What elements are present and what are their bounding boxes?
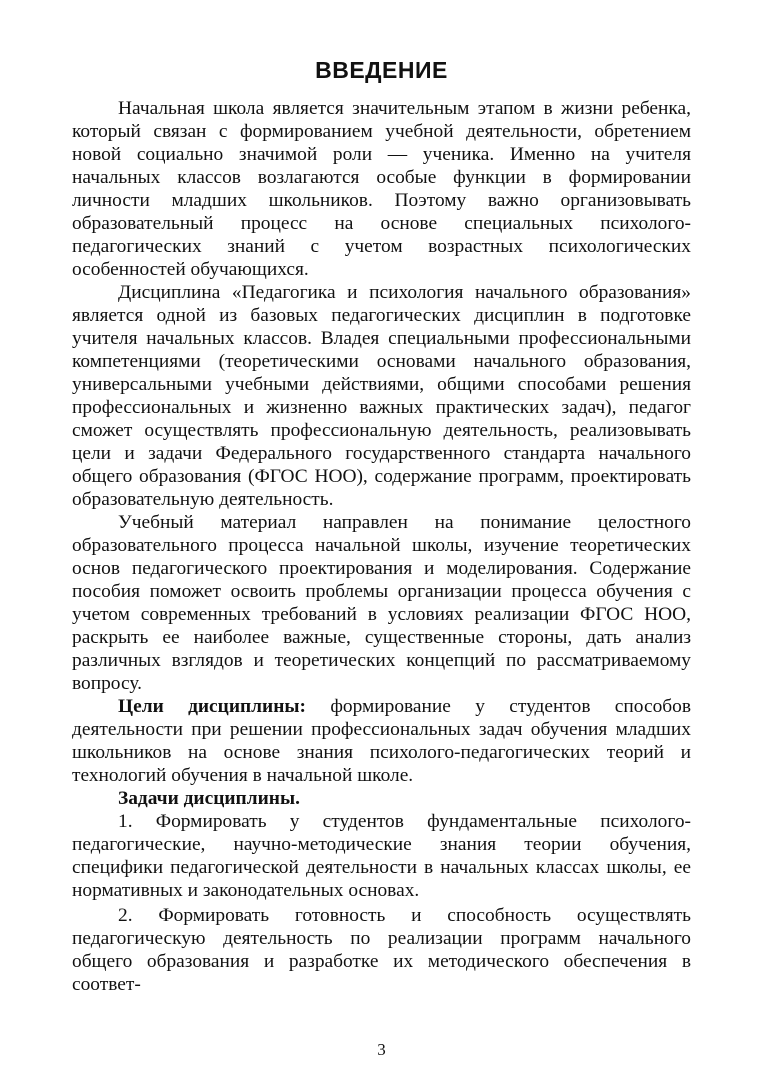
document-page <box>72 0 691 1079</box>
paragraph-intro: Начальная школа является значительным этапом в жизни ребенка, который связан с формированием учебной деятельности, обретением новой социально значимой роли — ученика. Именно на учителя начальных классов возлагаются особые функции в формировании личности младших школьников. Поэтому важно организовывать образовательный процесс на основе специальных психолого-педагогических знаний с учетом возрастных психологических особенностей обучающихся. <box>72 98 691 280</box>
document-body <box>72 97 691 996</box>
task-item-1: 1. Формировать у студентов фундаментальные психолого-педагогические, научно-методические знания теории обучения, специфики педагогической деятельности в начальных классах школы, ее нормативных и законодательных основах. <box>72 811 691 901</box>
paragraph-discipline: Дисциплина «Педагогика и психология начального образования» является одной из базовых педагогических дисциплин в подготовке учителя начальных классов. Владея специальными профессиональными компетенциями (теоретическими основами начального образования, универсальными учебными действиями, общими способами решения профессиональных и жизненно важных практических задач), педагог сможет осуществлять профессиональную деятельность, реализовывать цели и задачи Федерального государственного стандарта начального общего образования (ФГОС НОО), содержание программ, проектировать образовательную деятельность. <box>72 282 691 510</box>
tasks-heading: Задачи дисциплины. <box>118 788 300 809</box>
page-number: 3 <box>377 1040 386 1059</box>
page-title: ВВЕДЕНИЕ <box>315 57 448 83</box>
paragraph-goals <box>72 695 691 787</box>
paragraph-material: Учебный материал направлен на понимание целостного образовательного процесса начальной школы, изучение теоретических основ педагогического проектирования и моделирования. Содержание пособия поможет освоить проблемы организации процесса обучения с учетом современных требований в условиях реализации ФГОС НОО, раскрыть ее наиболее важные, существенные стороны, дать анализ различных взглядов и теоретических концепций по рассматриваемому вопросу. <box>72 512 691 694</box>
goals-label: Цели дисциплины: <box>118 696 306 717</box>
goals-text: формирование у студентов способов деятельности при решении профессиональных задач обучения младших школьников на основе знания психолого-педагогических теорий и технологий обучения в начальной школе. <box>72 696 691 786</box>
task-item-2: 2. Формировать готовность и способность осуществлять педагогическую деятельность по реализации программ начального общего образования и разработке их методического обеспечения в соответ- <box>72 905 691 995</box>
